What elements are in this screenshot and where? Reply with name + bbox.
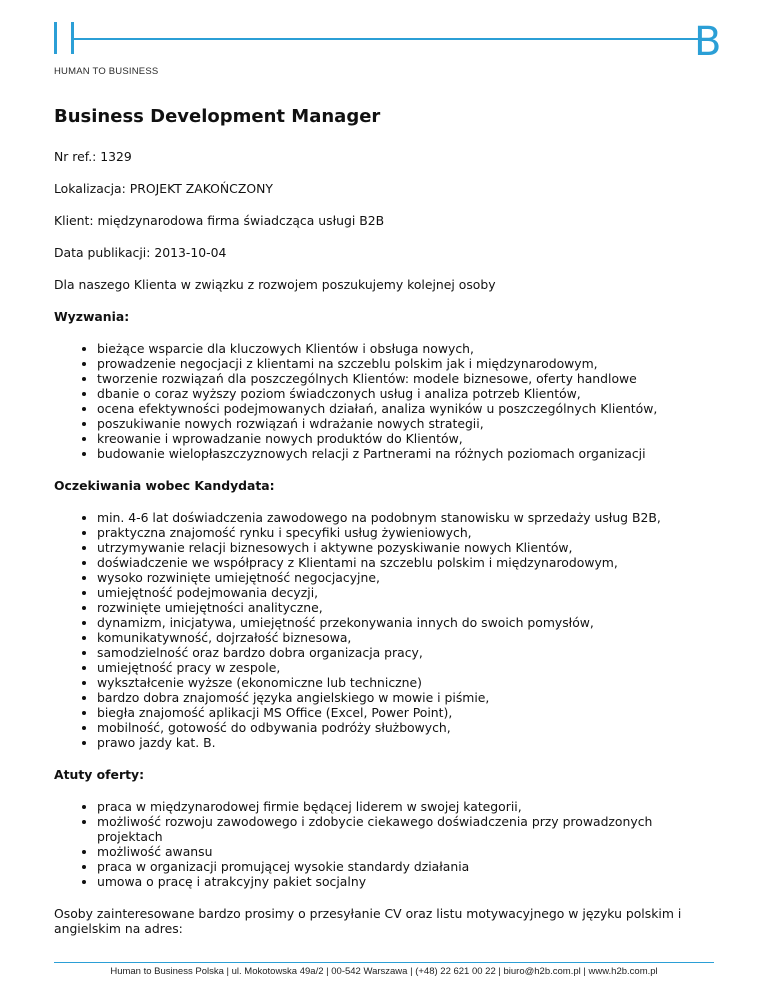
- list-item: • praktyczna znajomość rynku i specyfiki usług żywieniowych,: [97, 525, 718, 540]
- list-item: • min. 4-6 lat doświadczenia zawodowego na podobnym stanowisku w sprzedaży usług B2B,: [97, 510, 718, 525]
- challenges-list: [54, 341, 718, 461]
- list-item: • możliwość rozwoju zawodowego i zdobycie ciekawego doświadczenia przy prowadzonych projektach: [97, 814, 718, 844]
- list-item: • komunikatywność, dojrzałość biznesowa,: [97, 630, 718, 645]
- list-item: • doświadczenie we współpracy z Klientami na szczeblu polskim i międzynarodowym,: [97, 555, 718, 570]
- list-item: • prawo jazdy kat. B.: [97, 735, 718, 750]
- logo-line: [72, 38, 698, 40]
- list-item: • umowa o pracę i atrakcyjny pakiet socjalny: [97, 874, 718, 889]
- list-item: • praca w organizacji promującej wysokie standardy działania: [97, 859, 718, 874]
- client: Klient: międzynarodowa firma świadcząca usługi B2B: [54, 213, 385, 228]
- logo-subtitle: HUMAN TO BUSINESS: [54, 66, 159, 77]
- list-item: • bardzo dobra znajomość języka angielskiego w mowie i piśmie,: [97, 690, 718, 705]
- list-item: • wysoko rozwinięte umiejętność negocjacyjne,: [97, 570, 718, 585]
- closing-text: Osoby zainteresowane bardzo prosimy o przesyłanie CV oraz listu motywacyjnego w języku polskim i angielskim na adres:: [54, 906, 682, 936]
- intro-text: Dla naszego Klienta w związku z rozwojem poszukujemy kolejnej osoby: [54, 277, 496, 292]
- list-item: • poszukiwanie nowych rozwiązań i wdrażanie nowych strategii,: [97, 416, 718, 431]
- job-posting: [54, 105, 718, 953]
- offer-list: [54, 799, 718, 889]
- footer-divider: [54, 962, 714, 963]
- list-item: • mobilność, gotowość do odbywania podróży służbowych,: [97, 720, 718, 735]
- list-item: • umiejętność pracy w zespole,: [97, 660, 718, 675]
- list-item: • bieżące wsparcie dla kluczowych Klientów i obsługa nowych,: [97, 341, 718, 356]
- list-item: • utrzymywanie relacji biznesowych i aktywne pozyskiwanie nowych Klientów,: [97, 540, 718, 555]
- list-item: • rozwinięte umiejętności analityczne,: [97, 600, 718, 615]
- h2b-logo: [54, 19, 722, 78]
- challenges-heading: Wyzwania:: [54, 309, 130, 324]
- publication-date: Data publikacji: 2013-10-04: [54, 245, 227, 260]
- list-item: • prowadzenie negocjacji z klientami na szczeblu polskim jak i międzynarodowym,: [97, 356, 718, 371]
- expectations-heading: Oczekiwania wobec Kandydata:: [54, 478, 275, 493]
- list-item: • dynamizm, inicjatywa, umiejętność przekonywania innych do swoich pomysłów,: [97, 615, 718, 630]
- list-item: • możliwość awansu: [97, 844, 718, 859]
- list-item: • budowanie wielopłaszczyznowych relacji z Partnerami na różnych poziomach organizacji: [97, 446, 718, 461]
- job-title: Business Development Manager: [54, 106, 381, 127]
- logo-h-letter: [54, 22, 76, 62]
- list-item: • ocena efektywności podejmowanych działań, analiza wyników u poszczególnych Klientów,: [97, 401, 718, 416]
- list-item: • umiejętność podejmowania decyzji,: [97, 585, 718, 600]
- offer-heading: Atuty oferty:: [54, 767, 145, 782]
- list-item: • biegła znajomość aplikacji MS Office (Excel, Power Point),: [97, 705, 718, 720]
- list-item: • kreowanie i wprowadzanie nowych produktów do Klientów,: [97, 431, 718, 446]
- list-item: • dbanie o coraz wyższy poziom świadczonych usług i analiza potrzeb Klientów,: [97, 386, 718, 401]
- list-item: • samodzielność oraz bardzo dobra organizacja pracy,: [97, 645, 718, 660]
- footer-contact: Human to Business Polska | ul. Mokotowska 49a/2 | 00-542 Warszawa | (+48) 22 621 00 22 | biuro@h2b.com.pl | www.h2b.com.pl: [110, 966, 658, 977]
- list-item: • wykształcenie wyższe (ekonomiczne lub techniczne): [97, 675, 718, 690]
- ref-number: Nr ref.: 1329: [54, 149, 132, 164]
- location: Lokalizacja: PROJEKT ZAKOŃCZONY: [54, 181, 273, 196]
- logo-b-letter: B: [694, 19, 722, 65]
- list-item: • tworzenie rozwiązań dla poszczególnych Klientów: modele biznesowe, oferty handlowe: [97, 371, 718, 386]
- expectations-list: [54, 510, 718, 750]
- list-item: • praca w międzynarodowej firmie będącej liderem w swojej kategorii,: [97, 799, 718, 814]
